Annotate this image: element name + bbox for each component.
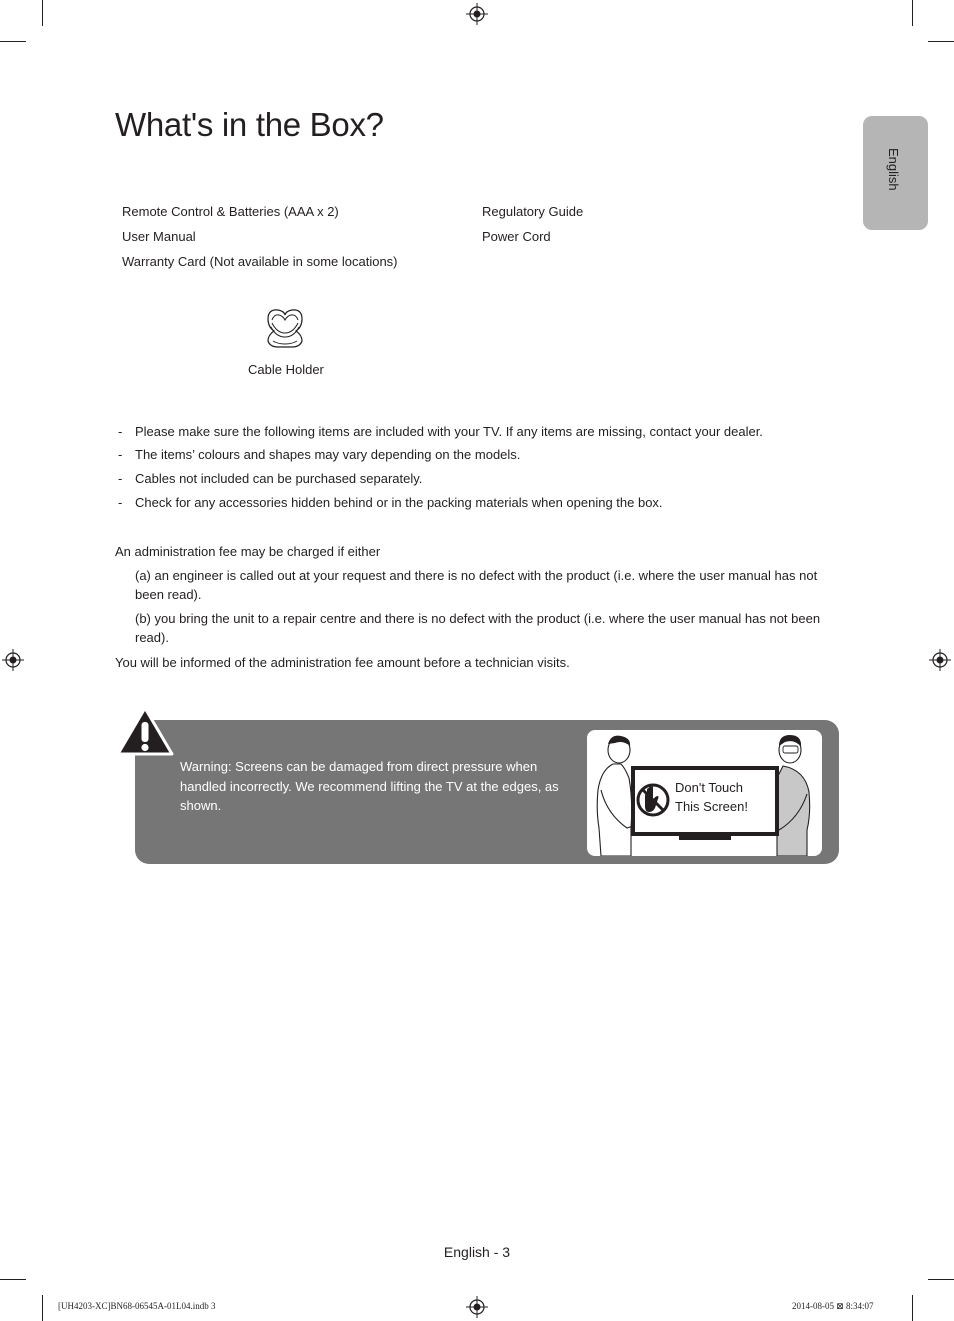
note-item: Cables not included can be purchased separately.	[135, 471, 423, 486]
box-item: Power Cord	[482, 229, 551, 244]
do-not-touch-sign	[675, 778, 748, 816]
crop-mark	[42, 0, 43, 26]
note-bullet: -	[118, 495, 123, 510]
print-slug-timestamp: 2014-08-05 ⊠ 8:34:07	[792, 1301, 874, 1311]
note-item: The items’ colours and shapes may vary depending on the models.	[135, 447, 521, 462]
note-item: Please make sure the following items are included with your TV. If any items are missing, contact your dealer.	[135, 424, 763, 439]
crop-mark	[42, 1295, 43, 1321]
crop-mark	[928, 41, 954, 42]
cable-holder-label: Cable Holder	[248, 362, 324, 377]
language-tab	[863, 116, 928, 230]
crop-mark	[928, 1279, 954, 1280]
box-item: User Manual	[122, 229, 196, 244]
crop-mark	[912, 1295, 913, 1321]
warning-triangle-icon	[115, 705, 175, 757]
warning-label: Warning	[180, 759, 228, 774]
crop-mark	[0, 1279, 26, 1280]
registration-mark-icon	[929, 649, 951, 671]
admin-fee-item-b: (b) you bring the unit to a repair centre and there is no defect with the product (i.e. where the user manual has not been read).	[135, 611, 821, 645]
sign-line-2: This Screen!	[675, 799, 748, 814]
warning-text	[180, 757, 575, 816]
admin-fee-outro: You will be informed of the administration fee amount before a technician visits.	[115, 655, 570, 670]
page-number: English - 3	[443, 1244, 511, 1260]
crop-mark	[912, 0, 913, 26]
page-title: What's in the Box?	[115, 106, 384, 143]
tv-lifting-illustration	[587, 730, 822, 856]
print-slug-file: [UH4203-XC]BN68-06545A-01L04.indb 3	[58, 1301, 216, 1311]
box-item: Regulatory Guide	[482, 204, 584, 219]
registration-mark-icon	[2, 649, 24, 671]
language-tab-label: English	[886, 148, 901, 191]
registration-mark-icon	[466, 3, 488, 25]
box-item: Warranty Card (Not available in some locations)	[122, 254, 398, 269]
registration-mark-icon	[466, 1296, 488, 1318]
note-bullet: -	[118, 424, 123, 439]
warning-message: : Screens can be damaged from direct pressure when handled incorrectly. We recommend lifting the TV at the edges, as shown.	[180, 759, 559, 813]
cable-holder-icon	[262, 305, 308, 351]
admin-fee-item-a: (a) an engineer is called out at your request and there is no defect with the product (i.e. where the user manual has not been read).	[135, 568, 818, 602]
note-bullet: -	[118, 471, 123, 486]
note-item: Check for any accessories hidden behind or in the packing materials when opening the box.	[135, 495, 663, 510]
admin-fee-intro: An administration fee may be charged if either	[115, 544, 381, 559]
crop-mark	[0, 41, 26, 42]
note-bullet: -	[118, 447, 123, 462]
sign-line-1: Don't Touch	[675, 780, 744, 795]
box-item: Remote Control & Batteries (AAA x 2)	[122, 204, 339, 219]
